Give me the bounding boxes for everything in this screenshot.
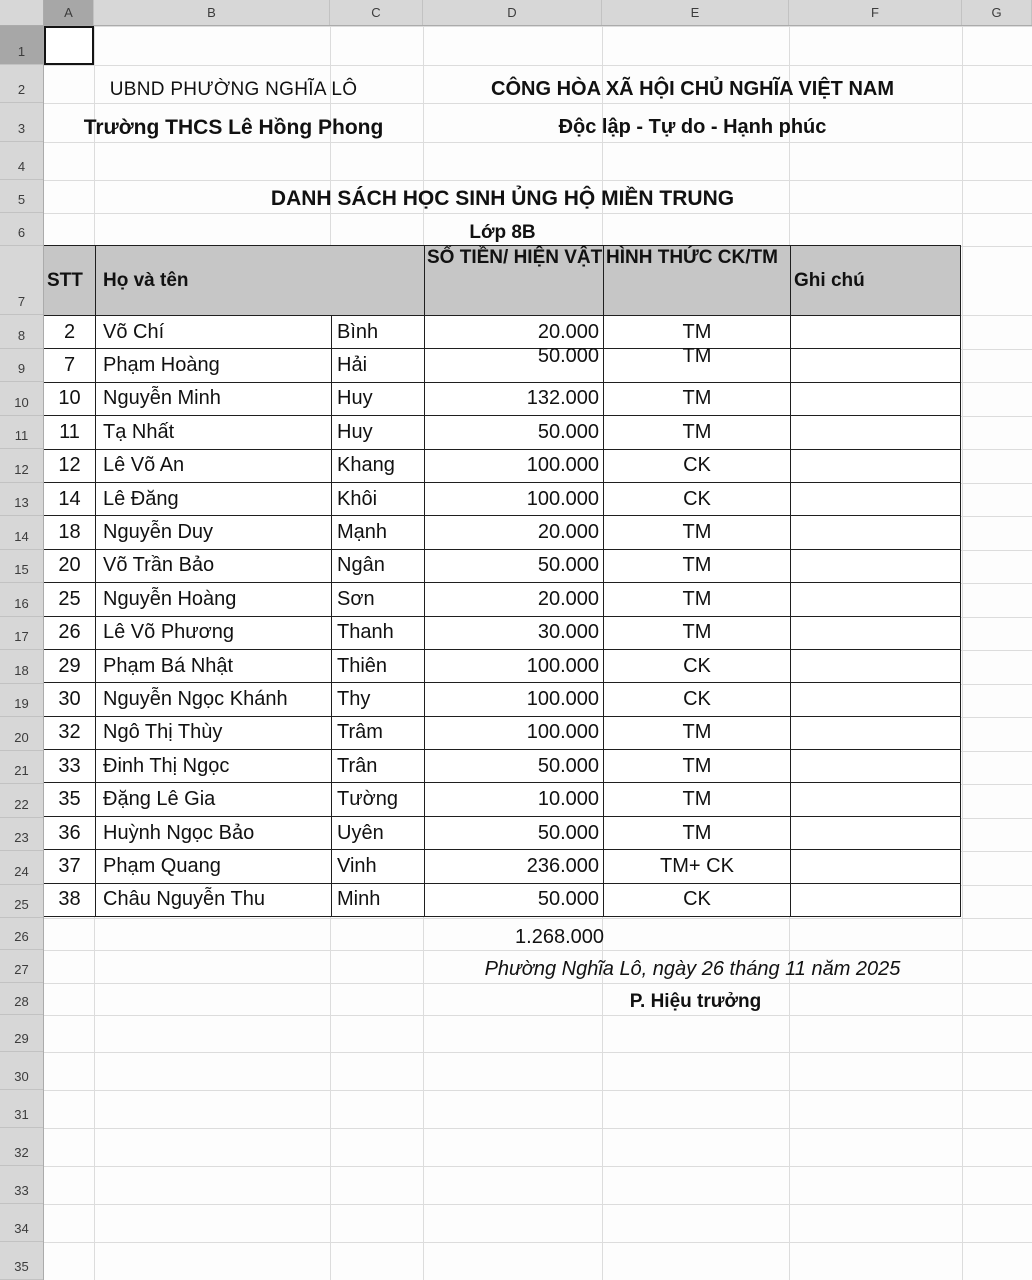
cell-amount[interactable]: 20.000: [424, 515, 603, 548]
column-header-e[interactable]: E: [602, 0, 789, 25]
row-header-column: [0, 26, 44, 1280]
cell-family-name[interactable]: Phạm Bá Nhật: [95, 649, 331, 682]
table-header-name[interactable]: Họ và tên: [95, 246, 424, 315]
cell-given-name[interactable]: Huy: [331, 382, 424, 415]
row-header-27[interactable]: 27: [0, 950, 43, 983]
cell-method[interactable]: CK: [603, 682, 790, 715]
cell-amount[interactable]: 132.000: [424, 382, 603, 415]
cell-amount[interactable]: 100.000: [424, 482, 603, 515]
cell-family-name[interactable]: Ngô Thị Thùy: [95, 716, 331, 749]
gridline-horizontal: [44, 1242, 1032, 1243]
cell-amount[interactable]: 10.000: [424, 782, 603, 815]
cell-place-date[interactable]: Phường Nghĩa Lô, ngày 26 tháng 11 năm 2025: [484, 958, 901, 980]
cell-stt[interactable]: 7: [44, 348, 95, 381]
cell-given-name[interactable]: Hải: [331, 348, 424, 381]
cell-stt[interactable]: 14: [44, 482, 95, 515]
cell-family-name[interactable]: Nguyễn Hoàng: [95, 582, 331, 615]
row-header-23[interactable]: 23: [0, 818, 43, 852]
cell-amount[interactable]: 30.000: [424, 616, 603, 649]
cell-family-name[interactable]: Huỳnh Ngọc Bảo: [95, 816, 331, 849]
cell-stt[interactable]: 11: [44, 415, 95, 448]
cell-amount[interactable]: 100.000: [424, 682, 603, 715]
cell-method[interactable]: CK: [603, 482, 790, 515]
cell-method[interactable]: CK: [603, 649, 790, 682]
row-header-5[interactable]: 5: [0, 180, 43, 213]
cell-amount[interactable]: 50.000: [424, 348, 603, 381]
cell-method[interactable]: TM: [603, 616, 790, 649]
gridline-horizontal: [44, 1052, 1032, 1053]
row-header-20[interactable]: 20: [0, 717, 43, 751]
cell-stt[interactable]: 37: [44, 849, 95, 882]
row-header-29[interactable]: 29: [0, 1015, 43, 1052]
cell-given-name[interactable]: Huy: [331, 415, 424, 448]
cell-amount[interactable]: 50.000: [424, 883, 603, 916]
cell-signature-title[interactable]: P. Hiệu trưởng: [629, 991, 762, 1012]
cell-family-name[interactable]: Châu Nguyễn Thu: [95, 883, 331, 916]
gridline-horizontal: [44, 983, 1032, 984]
row-header-17[interactable]: 17: [0, 617, 43, 651]
table-header-amount[interactable]: SỐ TIỀN/ HIỆN VẬT: [424, 246, 603, 315]
cell-note[interactable]: [790, 582, 960, 615]
row-header-26[interactable]: 26: [0, 918, 43, 950]
row-header-2[interactable]: 2: [0, 65, 43, 103]
cell-stt[interactable]: 36: [44, 816, 95, 849]
cell-family-name[interactable]: Nguyễn Ngọc Khánh: [95, 682, 331, 715]
row-header-15[interactable]: 15: [0, 550, 43, 584]
cell-amount[interactable]: 50.000: [424, 749, 603, 782]
cell-note[interactable]: [790, 415, 960, 448]
cell-family-name[interactable]: Tạ Nhất: [95, 415, 331, 448]
cell-note[interactable]: [790, 382, 960, 415]
cell-family-name[interactable]: Nguyễn Duy: [95, 515, 331, 548]
cell-family-name[interactable]: Lê Võ Phương: [95, 616, 331, 649]
row-header-31[interactable]: 31: [0, 1090, 43, 1128]
donation-table: [43, 245, 961, 917]
cell-note[interactable]: [790, 549, 960, 582]
cell-school-name[interactable]: Trường THCS Lê Hồng Phong: [83, 116, 384, 139]
cell-method[interactable]: TM: [603, 415, 790, 448]
gridline-horizontal: [44, 142, 1032, 143]
cell-given-name[interactable]: Khang: [331, 449, 424, 482]
cell-family-name[interactable]: Đinh Thị Ngọc: [95, 749, 331, 782]
column-header-a[interactable]: A: [44, 0, 94, 25]
gridline-horizontal: [44, 26, 1032, 27]
row-header-9[interactable]: 9: [0, 349, 43, 383]
cell-total-amount[interactable]: 1.268.000: [515, 926, 604, 948]
cell-national-motto-line1[interactable]: CÔNG HÒA XÃ HỘI CHỦ NGHĨA VIỆT NAM: [491, 78, 894, 100]
cell-amount[interactable]: 236.000: [424, 849, 603, 882]
cell-given-name[interactable]: Trân: [331, 749, 424, 782]
cell-stt[interactable]: 30: [44, 682, 95, 715]
cell-org-name[interactable]: UBND PHƯỜNG NGHĨA LÔ: [109, 79, 358, 100]
row-header-35[interactable]: 35: [0, 1242, 43, 1280]
row-header-16[interactable]: 16: [0, 583, 43, 617]
cell-class-label[interactable]: Lớp 8B: [469, 222, 536, 243]
cell-given-name[interactable]: Vinh: [331, 849, 424, 882]
gridline-horizontal: [44, 1128, 1032, 1129]
cell-amount[interactable]: 100.000: [424, 649, 603, 682]
row-header-12[interactable]: 12: [0, 449, 43, 483]
row-header-32[interactable]: 32: [0, 1128, 43, 1166]
cell-method[interactable]: CK: [603, 449, 790, 482]
cell-method[interactable]: TM: [603, 315, 790, 348]
gridline-horizontal: [44, 1166, 1032, 1167]
cell-given-name[interactable]: Bình: [331, 315, 424, 348]
row-header-14[interactable]: 14: [0, 516, 43, 550]
select-all-corner[interactable]: [0, 0, 44, 26]
cell-method[interactable]: TM: [603, 816, 790, 849]
column-header-d[interactable]: D: [423, 0, 602, 25]
cell-amount[interactable]: 50.000: [424, 816, 603, 849]
row-header-30[interactable]: 30: [0, 1052, 43, 1090]
gridline-vertical: [962, 26, 963, 1280]
cell-given-name[interactable]: Thy: [331, 682, 424, 715]
cell-note[interactable]: [790, 682, 960, 715]
cell-family-name[interactable]: Nguyễn Minh: [95, 382, 331, 415]
cell-method[interactable]: TM: [603, 582, 790, 615]
cell-stt[interactable]: 20: [44, 549, 95, 582]
cell-amount[interactable]: 100.000: [424, 449, 603, 482]
cell-amount[interactable]: 50.000: [424, 549, 603, 582]
table-header-method[interactable]: HÌNH THỨC CK/TM: [603, 246, 790, 315]
cell-note[interactable]: [790, 449, 960, 482]
cell-family-name[interactable]: Lê Đăng: [95, 482, 331, 515]
cell-given-name[interactable]: Tường: [331, 782, 424, 815]
row-header-10[interactable]: 10: [0, 382, 43, 416]
cell-stt[interactable]: 26: [44, 616, 95, 649]
cell-amount[interactable]: 100.000: [424, 716, 603, 749]
row-header-7[interactable]: 7: [0, 246, 43, 315]
cell-method[interactable]: TM: [603, 749, 790, 782]
cell-stt[interactable]: 29: [44, 649, 95, 682]
column-header-b[interactable]: B: [94, 0, 330, 25]
row-header-28[interactable]: 28: [0, 983, 43, 1015]
row-header-19[interactable]: 19: [0, 684, 43, 718]
cell-method[interactable]: TM: [603, 782, 790, 815]
cell-given-name[interactable]: Sơn: [331, 582, 424, 615]
table-header-stt[interactable]: STT: [44, 246, 95, 315]
cell-note[interactable]: [790, 616, 960, 649]
gridline-horizontal: [44, 1015, 1032, 1016]
column-header-g[interactable]: G: [962, 0, 1032, 25]
cell-note[interactable]: [790, 749, 960, 782]
cell-given-name[interactable]: Thiên: [331, 649, 424, 682]
cell-note[interactable]: [790, 649, 960, 682]
cell-stt[interactable]: 25: [44, 582, 95, 615]
cell-method[interactable]: TM: [603, 382, 790, 415]
cell-method[interactable]: TM: [603, 515, 790, 548]
row-header-25[interactable]: 25: [0, 885, 43, 919]
cell-stt[interactable]: 2: [44, 315, 95, 348]
row-header-6[interactable]: 6: [0, 213, 43, 246]
cell-document-title[interactable]: DANH SÁCH HỌC SINH ỦNG HỘ MIỀN TRUNG: [270, 187, 735, 210]
row-header-22[interactable]: 22: [0, 784, 43, 818]
cell-method[interactable]: CK: [603, 883, 790, 916]
cell-note[interactable]: [790, 883, 960, 916]
cell-method[interactable]: TM: [603, 549, 790, 582]
row-header-8[interactable]: 8: [0, 315, 43, 349]
cell-stt[interactable]: 18: [44, 515, 95, 548]
column-header-f[interactable]: F: [789, 0, 962, 25]
cell-family-name[interactable]: Võ Chí: [95, 315, 331, 348]
cell-method[interactable]: TM: [603, 348, 790, 381]
cell-stt[interactable]: 35: [44, 782, 95, 815]
selected-cell-a1[interactable]: [44, 26, 94, 65]
cell-stt[interactable]: 12: [44, 449, 95, 482]
cell-family-name[interactable]: Phạm Hoàng: [95, 348, 331, 381]
cell-amount[interactable]: 20.000: [424, 315, 603, 348]
cell-stt[interactable]: 38: [44, 883, 95, 916]
cell-note[interactable]: [790, 482, 960, 515]
cell-note[interactable]: [790, 782, 960, 815]
cell-note[interactable]: [790, 849, 960, 882]
cell-note[interactable]: [790, 348, 960, 381]
cell-method[interactable]: TM: [603, 716, 790, 749]
cell-amount[interactable]: 50.000: [424, 415, 603, 448]
row-header-24[interactable]: 24: [0, 851, 43, 885]
row-header-11[interactable]: 11: [0, 416, 43, 450]
gridline-horizontal: [44, 1090, 1032, 1091]
cell-family-name[interactable]: Phạm Quang: [95, 849, 331, 882]
cell-method[interactable]: TM+ CK: [603, 849, 790, 882]
row-header-13[interactable]: 13: [0, 483, 43, 517]
cell-stt[interactable]: 33: [44, 749, 95, 782]
cell-family-name[interactable]: Lê Võ An: [95, 449, 331, 482]
cell-given-name[interactable]: Uyên: [331, 816, 424, 849]
cell-family-name[interactable]: Đặng Lê Gia: [95, 782, 331, 815]
row-header-34[interactable]: 34: [0, 1204, 43, 1242]
row-header-33[interactable]: 33: [0, 1166, 43, 1204]
cell-stt[interactable]: 32: [44, 716, 95, 749]
cell-given-name[interactable]: Ngân: [331, 549, 424, 582]
cell-given-name[interactable]: Khôi: [331, 482, 424, 515]
cell-given-name[interactable]: Thanh: [331, 616, 424, 649]
cell-given-name[interactable]: Trâm: [331, 716, 424, 749]
cell-note[interactable]: [790, 716, 960, 749]
row-header-1[interactable]: 1: [0, 26, 43, 65]
cell-note[interactable]: [790, 816, 960, 849]
cell-given-name[interactable]: Mạnh: [331, 515, 424, 548]
cell-given-name[interactable]: Minh: [331, 883, 424, 916]
cell-national-motto-line2[interactable]: Độc lập - Tự do - Hạnh phúc: [558, 116, 827, 138]
cell-note[interactable]: [790, 315, 960, 348]
row-header-3[interactable]: 3: [0, 103, 43, 142]
row-header-21[interactable]: 21: [0, 751, 43, 785]
cell-amount[interactable]: 20.000: [424, 582, 603, 615]
cell-note[interactable]: [790, 515, 960, 548]
row-header-4[interactable]: 4: [0, 142, 43, 180]
table-header-note[interactable]: Ghi chú: [790, 246, 960, 315]
row-header-18[interactable]: 18: [0, 650, 43, 684]
gridline-horizontal: [44, 1204, 1032, 1205]
cell-stt[interactable]: 10: [44, 382, 95, 415]
cell-family-name[interactable]: Võ Trần Bảo: [95, 549, 331, 582]
column-header-c[interactable]: C: [330, 0, 423, 25]
column-header-row: [0, 0, 1032, 26]
